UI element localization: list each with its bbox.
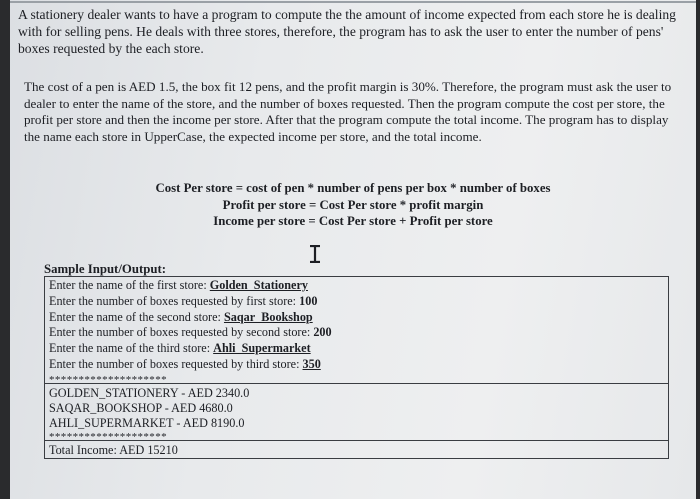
separator-stars: ******************** bbox=[49, 374, 167, 386]
output-line: SAQAR_BOOKSHOP - AED 4680.0 bbox=[49, 401, 233, 415]
total-divider bbox=[45, 440, 668, 441]
input-line: Enter the number of boxes requested by second store: 200 bbox=[49, 325, 332, 339]
text-cursor-icon bbox=[308, 245, 322, 263]
output-line: AHLI_SUPERMARKET - AED 8190.0 bbox=[49, 416, 245, 430]
formula-income: Income per store = Cost Per store + Profit per store bbox=[213, 214, 493, 228]
sample-title: Sample Input/Output: bbox=[44, 262, 166, 276]
separator-stars: ******************** bbox=[49, 431, 167, 443]
formula-profit: Profit per store = Cost Per store * profit margin bbox=[222, 197, 484, 212]
problem-description: A stationery dealer wants to have a program to compute the the amount of income expected from each store he is dealing with for selling pens. He deals with three stores, therefore, the program has to ask the user to enter the number of pens' boxes requested by the each store. bbox=[18, 7, 676, 56]
input-line: Enter the name of the first store: Golden_Stationery bbox=[49, 278, 308, 292]
input-line: Enter the number of boxes requested by first store: 100 bbox=[49, 294, 318, 308]
document-page bbox=[10, 0, 696, 499]
input-line: Enter the number of boxes requested by third store: 350 bbox=[49, 357, 321, 371]
output-line: GOLDEN_STATIONERY - AED 2340.0 bbox=[49, 386, 250, 400]
problem-details: The cost of a pen is AED 1.5, the box fit 12 pens, and the profit margin is 30%. Therefore, the program must ask the user to dealer to enter the name of the store, and the number of boxes requested. Then the program compute the cost per store, the profit per store and then the income per store. After that the program compute the total income. The program has to display the name each store in UpperCase, the expected income per store, and the total income. bbox=[24, 79, 672, 144]
top-border bbox=[10, 1, 696, 3]
formula-cost: Cost Per store = cost of pen * number of pens per box * number of boxes bbox=[155, 181, 551, 195]
formulas-block bbox=[10, 180, 696, 230]
output-divider bbox=[45, 383, 668, 384]
input-line: Enter the name of the second store: Saqar_Bookshop bbox=[49, 310, 313, 324]
input-line: Enter the name of the third store: Ahli_Supermarket bbox=[49, 341, 311, 355]
sample-io-box bbox=[44, 276, 669, 459]
total-income: Total Income: AED 15210 bbox=[49, 443, 178, 457]
